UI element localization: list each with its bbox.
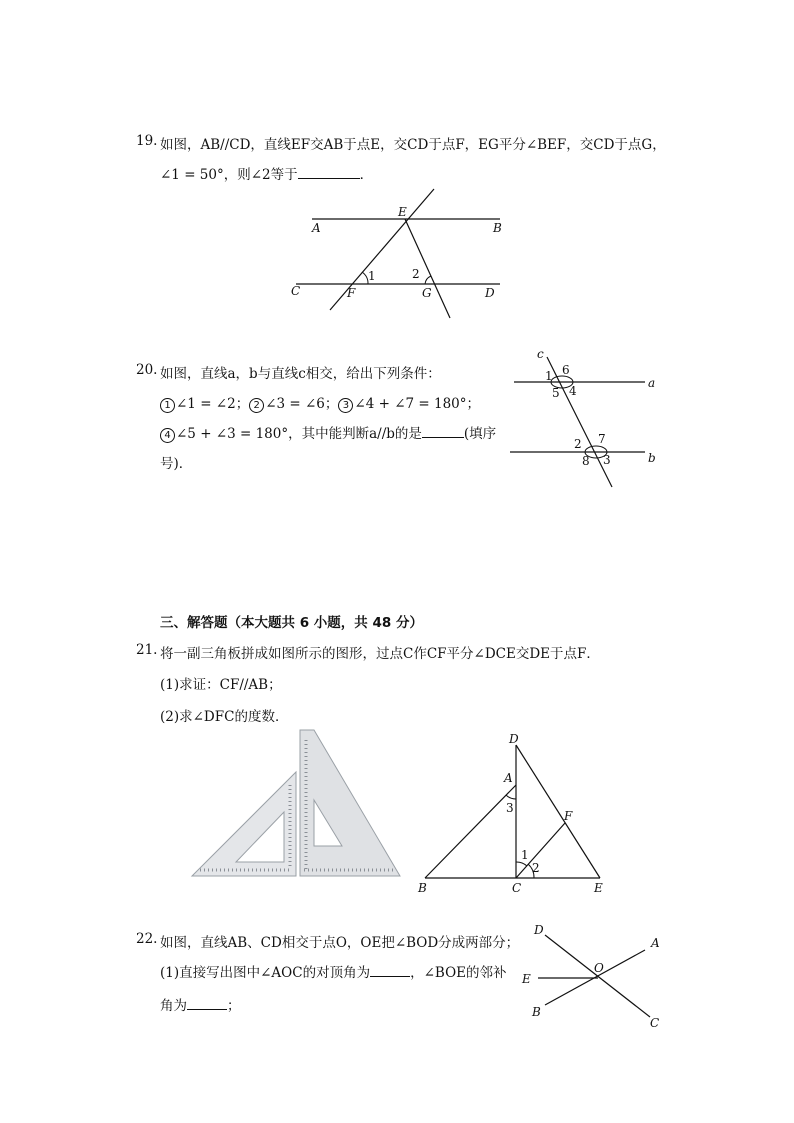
q19-label-b: B [493, 221, 502, 235]
q20-line4: 号)． [160, 456, 193, 472]
q19-angle-1: 1 [368, 269, 376, 283]
q22-label-d: D [534, 923, 544, 937]
q20-marker-3: 3 [338, 398, 353, 413]
q21-angle-1: 1 [521, 848, 529, 862]
q20-label-a: a [648, 376, 656, 390]
q19-label-f: F [347, 286, 356, 300]
q21-part1: (1)求证：CF//AB； [160, 677, 282, 693]
q20-angle-1: 1 [545, 369, 553, 383]
q20-cond4: ∠5 + ∠3 = 180°，其中能判断a//b的是 [176, 426, 422, 442]
q20-angle-8: 8 [582, 454, 590, 468]
q19-line2-end: ． [359, 167, 374, 183]
q20-label-b: b [648, 451, 656, 465]
q22-number: 22. [136, 931, 158, 947]
q20-cond1: ∠1 = ∠2； [176, 396, 250, 412]
q20-cond2: ∠3 = ∠6； [265, 396, 339, 412]
q19-line2-text: ∠1 = 50°，则∠2等于 [160, 167, 298, 183]
q22-label-c: C [650, 1016, 660, 1030]
q20-angle-5: 5 [552, 386, 560, 400]
q21-angle-2: 2 [532, 861, 540, 875]
q20-angle-2: 2 [574, 437, 582, 451]
q22-label-e: E [522, 972, 531, 986]
q21-label-a: A [504, 771, 513, 785]
q19-line1: 如图，AB//CD，直线EF交AB于点E，交CD于点F，EG平分∠BEF，交CD于点G， [160, 137, 666, 153]
q20-label-c: c [537, 347, 544, 361]
q22-part1a: (1)直接写出图中∠AOC的对顶角为 [160, 965, 371, 981]
q21-label-c: C [512, 881, 522, 895]
q22-label-a: A [651, 936, 660, 950]
q21-angle-3: 3 [506, 801, 514, 815]
q20-angle-6: 6 [562, 363, 570, 377]
q20-marker-2: 2 [249, 398, 264, 413]
q20-angle-7: 7 [598, 432, 606, 446]
q22-part1c-end: ； [227, 998, 241, 1014]
q20-angle-3: 3 [603, 453, 611, 467]
q21-label-b: B [418, 881, 427, 895]
q20-number: 20. [136, 362, 158, 378]
q21-line1: 将一副三角板拼成如图所示的图形，过点C作CF平分∠DCE交DE于点F． [160, 646, 600, 662]
q22-label-o: O [594, 961, 604, 975]
q19-label-g: G [422, 286, 432, 300]
q21-number: 21. [136, 642, 158, 658]
q19-label-d: D [485, 286, 495, 300]
q20-angle-4: 4 [569, 384, 577, 398]
q20-marker-1: 1 [160, 398, 175, 413]
q20-line1: 如图，直线a，b与直线c相交，给出下列条件： [160, 366, 441, 382]
q19-label-c: C [291, 284, 301, 298]
q21-label-d: D [509, 732, 519, 746]
section3-title: 三、解答题（本大题共 6 小题，共 48 分） [160, 615, 423, 631]
q22-line1: 如图，直线AB、CD相交于点O，OE把∠BOD分成两部分； [160, 935, 520, 951]
q19-angle-2: 2 [412, 267, 420, 281]
q20-cond3: ∠4 + ∠7 = 180°； [354, 396, 481, 412]
q19-label-a: A [312, 221, 321, 235]
q21-part2: (2)求∠DFC的度数． [160, 709, 289, 725]
q21-label-e: E [594, 881, 603, 895]
q20-marker-4: 4 [160, 428, 175, 443]
q22-label-b: B [532, 1005, 541, 1019]
q21-label-f: F [564, 809, 573, 823]
q19-number: 19. [136, 133, 158, 149]
q19-label-e: E [398, 205, 407, 219]
q22-part1b: ，∠BOE的邻补 [410, 965, 507, 981]
q20-cond4-end: (填序 [463, 426, 497, 442]
q22-part1c: 角为 [160, 998, 187, 1014]
